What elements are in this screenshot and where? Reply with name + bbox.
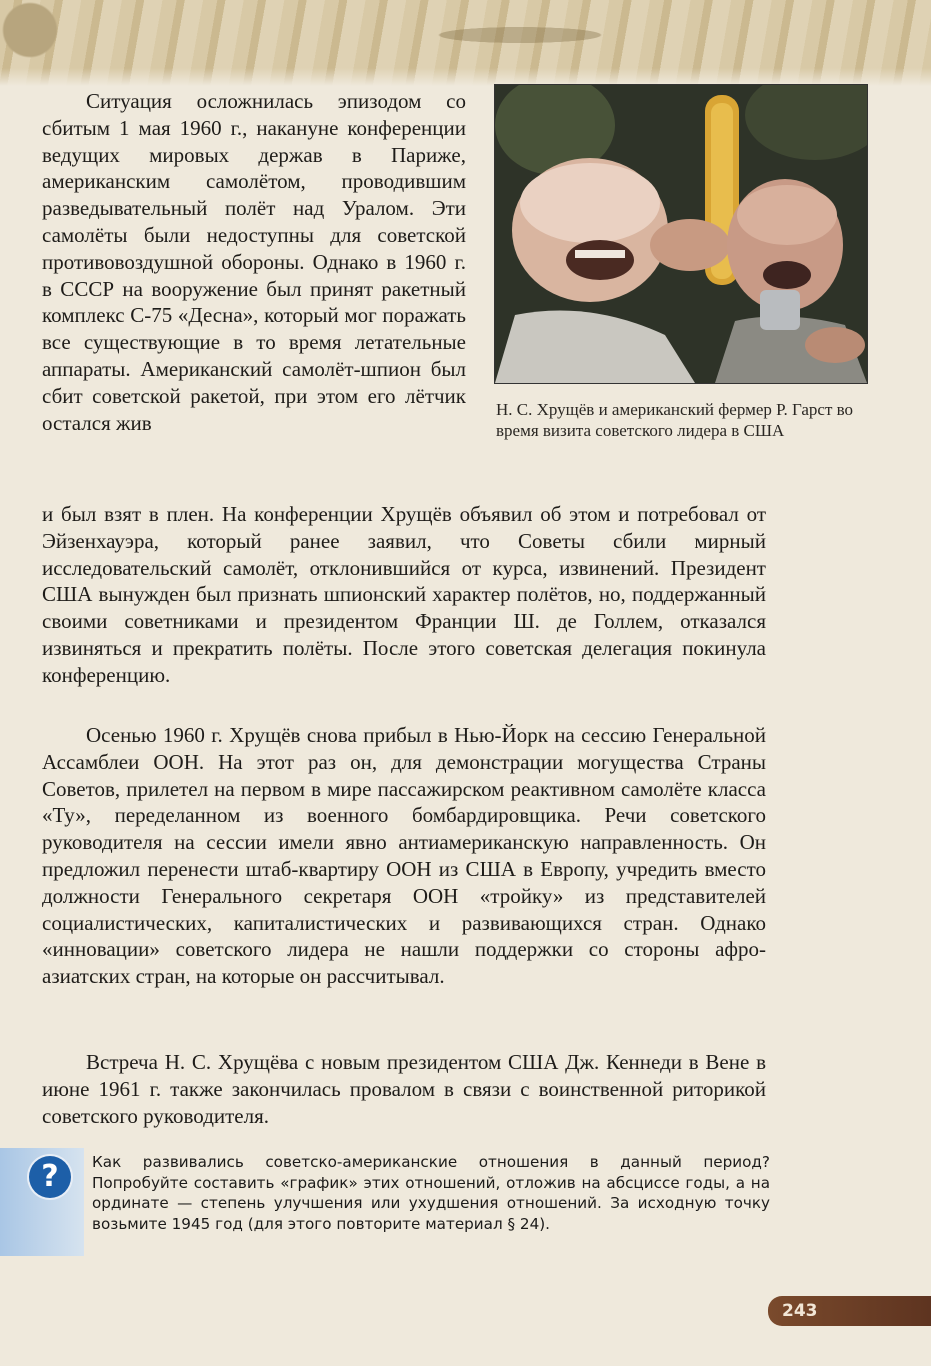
question-mark-icon: ? <box>29 1156 71 1198</box>
review-question: Как развивались советско-американские отношения в данный период? Попробуйте составить «график» этих отношений, отложив на абсциссе годы, а на ординате — степень улучшения или ухудшения отношений. За исходную точку возьмите 1945 год (для этого повторите материал § 24). <box>92 1153 770 1233</box>
paragraph-1-column: Ситуация осложнилась эпизодом со сбитым 1 мая 1960 г., накануне конференции ведущих мировых держав в Париже, американским самолётом, проводившим разведывательный полёт над Уралом. Эти самолёты были недоступны для советской противовоздушной обороны. Однако в 1960 г. в СССР на вооружение был принят ракетный комплекс С-75 «Десна», который мог поражать все существующие в то время летательные аппараты. Американский самолёт-шпион был сбит советской ракетой, при этом его лётчик остался жив <box>42 89 466 435</box>
decorative-header-banner <box>0 0 931 86</box>
photo-caption: Н. С. Хрущёв и американский фермер Р. Гарст во время визита советского лидера в США <box>496 400 854 440</box>
paragraph-2: Осенью 1960 г. Хрущёв снова прибыл в Нью-Йорк на сессию Генеральной Ассамблеи ООН. На этот раз он, для демонстрации могущества Страны Советов, прилетел на первом в мире пассажирском реактивном самолёте класса «Ту», переделанном из военного бомбардировщика. Речи советского руководителя на сессии имели явно антиамериканскую направленность. Он предложил перенести штаб-квартиру ООН из США в Европу, учредить вместо должности Генерального секретаря ООН «тройку» из представителей социалистических, капиталистических и развивающихся стран. Однако «инновации» советского лидера не нашли поддержки со стороны афро-азиатских стран, на которые он рассчитывал. <box>42 723 766 989</box>
page-number: 243 <box>782 1301 818 1321</box>
paragraph-3: Встреча Н. С. Хрущёва с новым президентом США Дж. Кеннеди в Вене в июне 1961 г. также закончилась провалом в связи с воинственной риторикой советского руководителя. <box>42 1050 766 1128</box>
paragraph-1-continued: и был взят в плен. На конференции Хрущёв объявил об этом и потребовал от Эйзенхауэра, который ранее заявил, что Советы сбили мирный исследовательский самолёт, отклонившийся от курса, извинений. Президент США вынужден был признать шпионский характер полётов, но, поддержанный своими советниками и президентом Франции Ш. де Голлем, отказался извиняться и прекратить полёты. После этого советская делегация покинула конференцию. <box>42 502 766 687</box>
khrushchev-garst-photo <box>494 84 868 384</box>
